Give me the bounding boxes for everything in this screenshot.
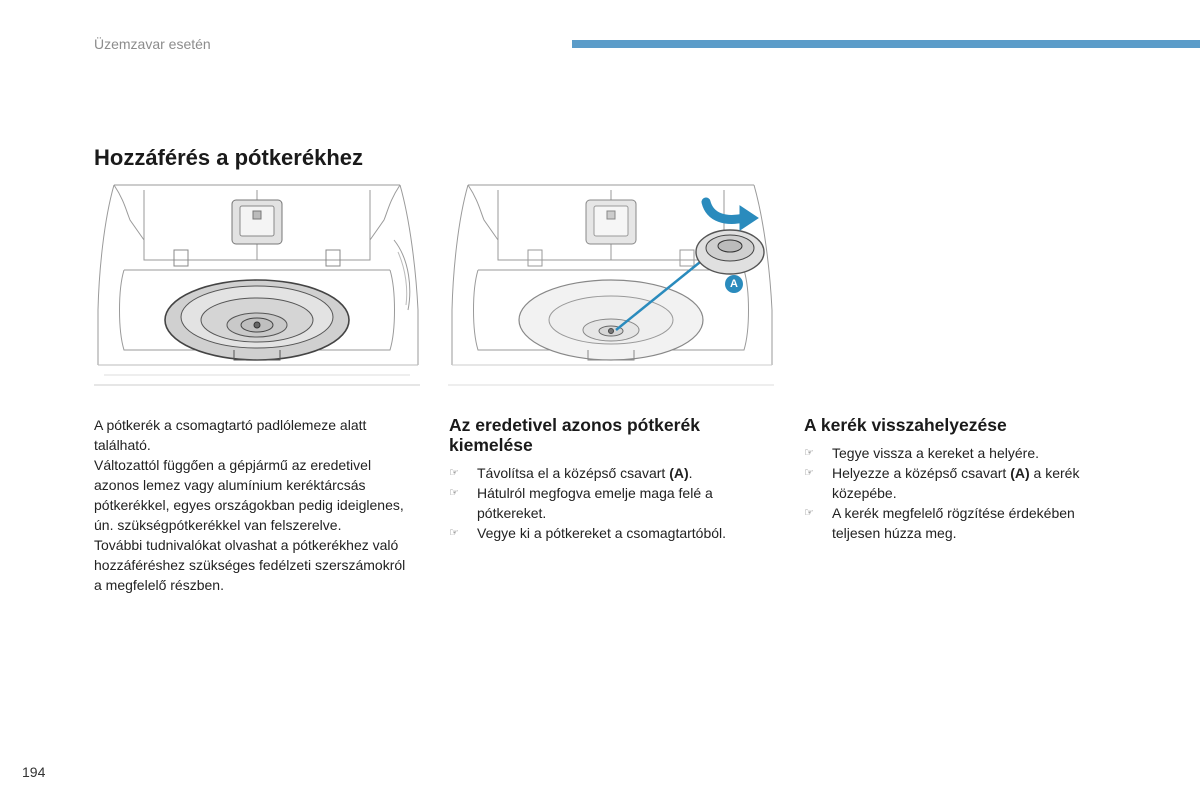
pointing-hand-icon: ☞	[804, 507, 814, 519]
step-text: Távolítsa el a középső csavart	[477, 465, 670, 481]
step-item	[449, 463, 769, 483]
step-item	[449, 483, 769, 523]
step-bold-ref: (A)	[669, 465, 689, 481]
trunk-spare-wheel-illustration	[94, 180, 420, 396]
step-item	[804, 463, 1124, 503]
removal-column	[449, 415, 769, 543]
callout-a-label: A	[730, 278, 738, 290]
step-bold-ref: (A)	[1010, 465, 1030, 481]
running-header: Üzemzavar esetén	[94, 36, 211, 52]
pointing-hand-icon: ☞	[804, 447, 814, 459]
intro-column	[94, 415, 414, 595]
step-text-tail: .	[688, 465, 693, 481]
intro-paragraph: További tudnivalókat olvashat a pótkerékhez való hozzáféréshez szükséges fedélzeti szerszámokról a megfelelő részben.	[94, 537, 406, 593]
step-item	[449, 523, 769, 543]
step-item	[804, 443, 1124, 463]
pointing-hand-icon: ☞	[449, 487, 459, 499]
refit-heading: A kerék visszahelyezése	[804, 415, 1007, 435]
refit-column	[804, 415, 1124, 543]
page-number: 194	[22, 764, 46, 780]
pointing-hand-icon: ☞	[804, 467, 814, 479]
intro-paragraph: A pótkerék a csomagtartó padlólemeze alatt található.	[94, 417, 367, 453]
step-text: A kerék megfelelő rögzítése érdekében teljesen húzza meg.	[832, 505, 1075, 541]
pointing-hand-icon: ☞	[449, 527, 459, 539]
refit-steps	[804, 443, 1124, 543]
step-text: Hátulról megfogva emelje maga felé a pótkereket.	[477, 485, 713, 521]
step-item	[804, 503, 1124, 543]
intro-paragraph: Változattól függően a gépjármű az eredetivel azonos lemez vagy alumínium keréktárcsás pótkerékkel, egyes országokban pedig ideiglenes, ún. szükségpótkerékkel van felszerelve.	[94, 457, 404, 533]
step-text: Tegye vissza a kereket a helyére.	[832, 445, 1039, 461]
step-text: Helyezze a középső csavart	[832, 465, 1011, 481]
page-title: Hozzáférés a pótkerékhez	[94, 145, 363, 170]
removal-steps	[449, 463, 769, 543]
removal-heading: Az eredetivel azonos pótkerék kiemelése	[449, 415, 700, 455]
callout-a-badge	[725, 275, 743, 293]
step-text-tail: a kerék közepébe.	[832, 465, 1080, 501]
pointing-hand-icon: ☞	[449, 467, 459, 479]
step-text: Vegye ki a pótkereket a csomagtartóból.	[477, 525, 727, 541]
header-accent-bar	[572, 40, 1200, 48]
